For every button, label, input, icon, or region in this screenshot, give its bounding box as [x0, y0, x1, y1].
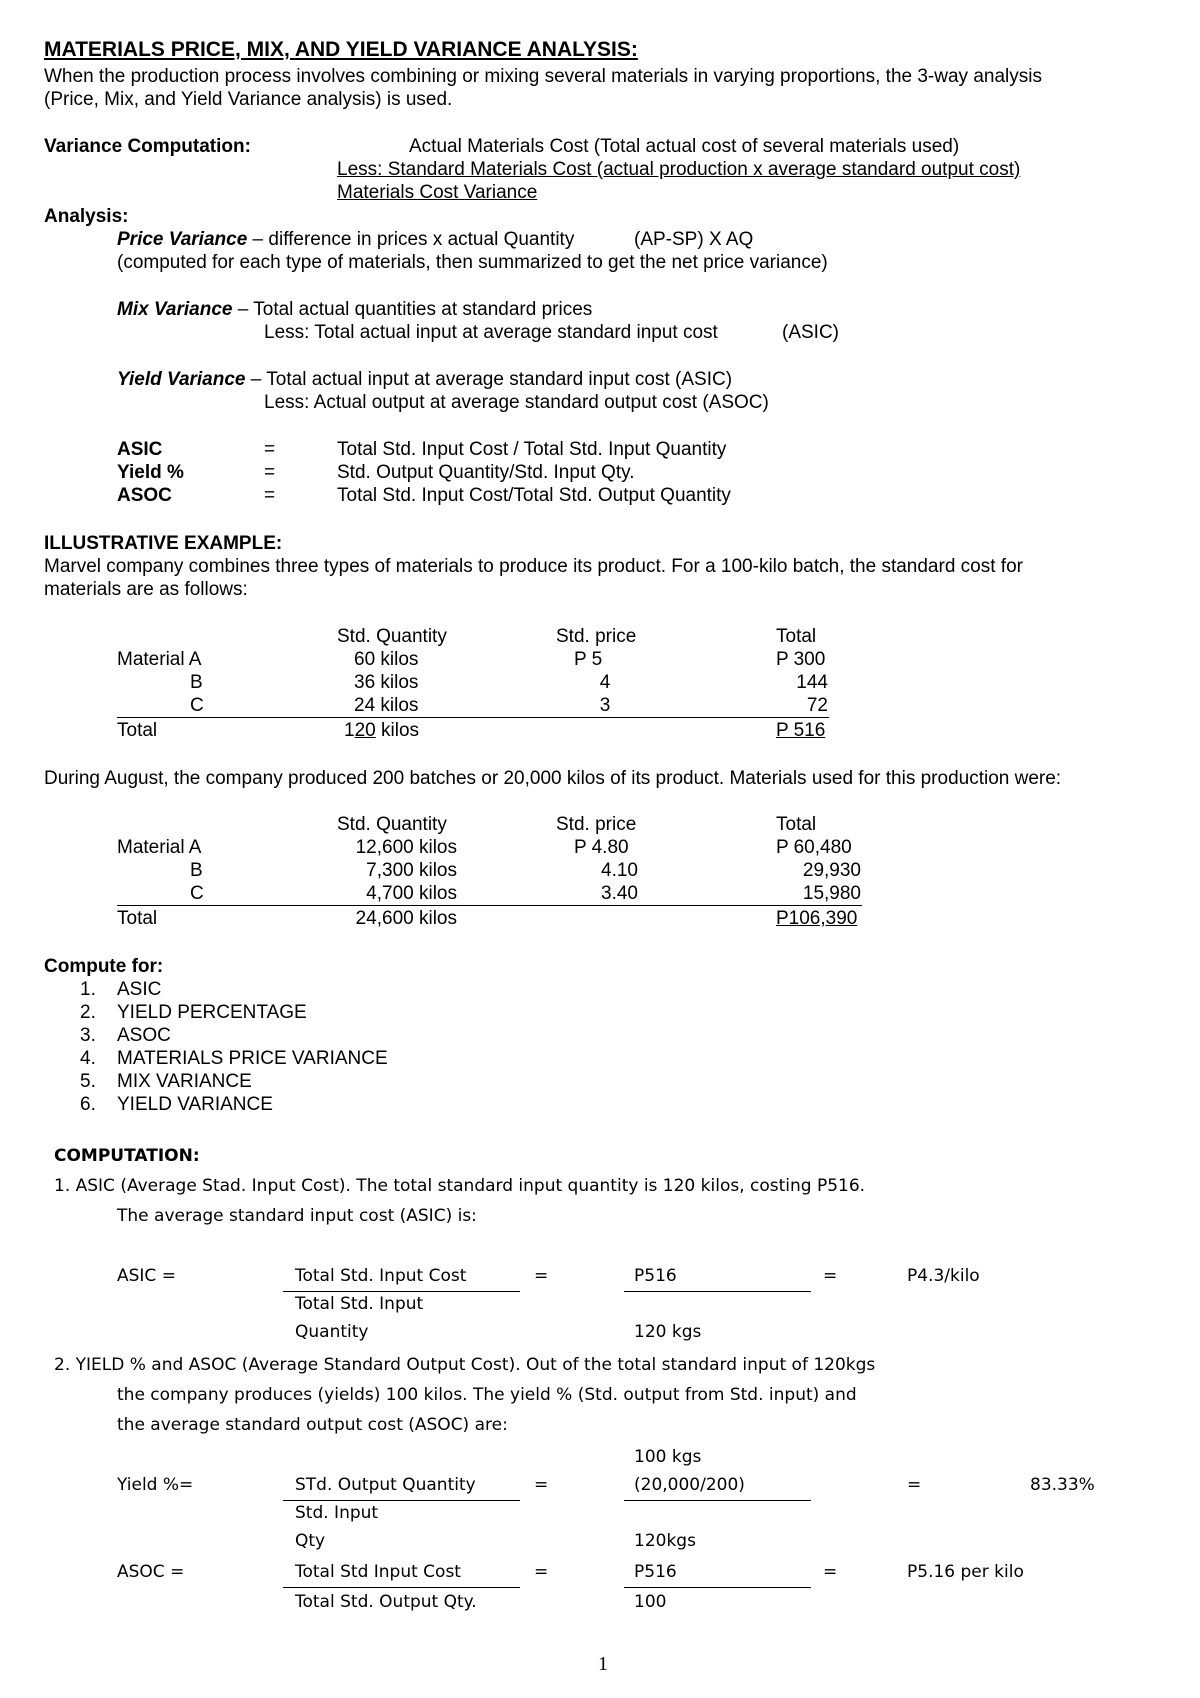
yield-variance-def: – Total actual input at average standard input cost (ASIC) — [245, 369, 733, 390]
asic-label: ASIC = — [117, 1266, 176, 1286]
table2-header-price: Std. price — [556, 814, 637, 835]
list-item-label: ASOC — [117, 1025, 171, 1046]
def-asoc-term: ASOC — [117, 485, 172, 506]
table2-total-value: P106,390 — [776, 908, 858, 929]
mix-variance-term: Mix Variance — [117, 299, 233, 320]
table1-row-total: P 300 — [776, 649, 826, 670]
table2-row-qty: 12,600 kilos — [355, 837, 457, 858]
asic-denominator-1: Total Std. Input — [295, 1294, 424, 1314]
table2-row-price: P 4.80 — [574, 837, 629, 858]
example-text-2: materials are as follows: — [44, 579, 248, 600]
august-text: During August, the company produced 200 batches or 20,000 kilos of its product. Materials used for this production were: — [44, 768, 1062, 789]
yield-value-denominator: 120kgs — [634, 1531, 696, 1551]
mix-variance-def: – Total actual quantities at standard prices — [232, 299, 593, 320]
computation-item2-sub2: the average standard output cost (ASOC) are: — [117, 1415, 508, 1435]
list-item-label: MATERIALS PRICE VARIANCE — [117, 1048, 388, 1069]
table2-row-total: P 60,480 — [776, 837, 852, 858]
def-asoc-eq: = — [264, 485, 276, 506]
asoc-value-numerator: P516 — [634, 1562, 677, 1582]
yield-variance-less: Less: Actual output at average standard output cost (ASOC) — [264, 392, 769, 413]
table1-total-label: Total — [117, 720, 158, 741]
def-yield-eq: = — [264, 462, 276, 483]
table1-row-price: P 5 — [574, 649, 603, 670]
def-asic-eq: = — [264, 439, 276, 460]
table1-row-price: 4 — [599, 672, 611, 693]
table1-row-total: 144 — [796, 672, 828, 693]
asoc-denominator: Total Std. Output Qty. — [295, 1592, 477, 1612]
asoc-label: ASOC = — [117, 1562, 185, 1582]
asic-value-bar — [624, 1291, 811, 1292]
asic-numerator: Total Std. Input Cost — [295, 1266, 467, 1286]
table1-row-label: C — [190, 695, 204, 716]
table1-total-rule — [117, 717, 829, 718]
table1-row-qty: 36 kilos — [354, 672, 419, 693]
price-variance-line — [117, 228, 574, 251]
def-yield-formula: Std. Output Quantity/Std. Input Qty. — [337, 462, 635, 483]
compute-for-heading: Compute for: — [44, 956, 164, 977]
list-item: 2. — [80, 1002, 96, 1023]
table1-total-qty-post: kilos — [375, 720, 420, 741]
asoc-equals: = — [534, 1562, 549, 1582]
def-yield-term: Yield % — [117, 462, 184, 483]
table2-row-price: 3.40 — [601, 883, 638, 904]
asic-equals-2: = — [823, 1266, 838, 1286]
yield-above: 100 kgs — [634, 1447, 702, 1467]
table1-total-value: P 516 — [776, 720, 826, 741]
def-asic-formula: Total Std. Input Cost / Total Std. Input Quantity — [337, 439, 727, 460]
computation-heading: COMPUTATION: — [54, 1146, 200, 1166]
price-variance-term: Price Variance — [117, 229, 248, 250]
yield-equals: = — [534, 1475, 549, 1495]
computation-item2-title: 2. YIELD % and ASOC (Average Standard Output Cost). Out of the total standard input of 120kgs — [54, 1355, 876, 1375]
asic-result: P4.3/kilo — [907, 1266, 980, 1286]
mix-variance-line — [117, 298, 592, 321]
page-title: MATERIALS PRICE, MIX, AND YIELD VARIANCE ANALYSIS: — [44, 38, 638, 61]
asoc-numerator: Total Std Input Cost — [295, 1562, 461, 1582]
table1-total-qty — [344, 719, 419, 742]
intro-line-2: (Price, Mix, and Yield Variance analysis) is used. — [44, 89, 453, 110]
table2-row-total: 29,930 — [802, 860, 861, 881]
variance-actual-cost: Actual Materials Cost (Total actual cost of several materials used) — [409, 136, 960, 157]
table2-row-total: 15,980 — [802, 883, 861, 904]
yield-denominator-1: Std. Input — [295, 1503, 379, 1523]
yield-numerator: STd. Output Quantity — [295, 1475, 476, 1495]
price-variance-note: (computed for each type of materials, then summarized to get the net price variance) — [117, 252, 828, 273]
asic-value-numerator: P516 — [634, 1266, 677, 1286]
computation-item1-sub: The average standard input cost (ASIC) is: — [117, 1206, 477, 1226]
yield-value-bar — [624, 1500, 811, 1501]
yield-variance-term: Yield Variance — [117, 369, 246, 390]
table2-row-label: C — [190, 883, 204, 904]
table1-row-qty: 60 kilos — [354, 649, 419, 670]
table1-row-label: B — [190, 672, 203, 693]
list-item: 3. — [80, 1025, 96, 1046]
yield-value-numerator: (20,000/200) — [634, 1475, 745, 1495]
table1-total-qty-pre: 1 — [344, 720, 355, 741]
list-item-label: YIELD VARIANCE — [117, 1094, 273, 1115]
def-asic-term: ASIC — [117, 439, 163, 460]
asic-denominator-2: Quantity — [295, 1322, 369, 1342]
list-item: 6. — [80, 1094, 96, 1115]
list-item-label: YIELD PERCENTAGE — [117, 1002, 307, 1023]
asoc-equals-2: = — [823, 1562, 838, 1582]
asic-equals: = — [534, 1266, 549, 1286]
table1-row-price: 3 — [599, 695, 611, 716]
mix-variance-abbr: (ASIC) — [782, 322, 839, 343]
table1-header-price: Std. price — [556, 626, 637, 647]
asoc-value-denominator: 100 — [634, 1592, 667, 1612]
table2-row-label: Material A — [117, 837, 202, 858]
asic-value-denominator: 120 kgs — [634, 1322, 702, 1342]
variance-materials-cost-variance: Materials Cost Variance — [337, 182, 538, 203]
example-text-1: Marvel company combines three types of materials to produce its product. For a 100-kilo batch, the standard cost for — [44, 556, 1023, 577]
table1-row-label: Material A — [117, 649, 202, 670]
table2-header-qty: Std. Quantity — [337, 814, 447, 835]
analysis-label: Analysis: — [44, 206, 129, 227]
variance-computation-label: Variance Computation: — [44, 136, 251, 157]
table1-header-qty: Std. Quantity — [337, 626, 447, 647]
yield-result: 83.33% — [1030, 1475, 1095, 1495]
mix-variance-less: Less: Total actual input at average standard input cost — [264, 322, 718, 343]
table1-row-qty: 24 kilos — [354, 695, 419, 716]
table2-row-qty: 4,700 kilos — [366, 883, 457, 904]
table1-header-total: Total — [776, 626, 817, 647]
table2-total-rule — [117, 905, 862, 906]
list-item: 5. — [80, 1071, 96, 1092]
example-heading: ILLUSTRATIVE EXAMPLE: — [44, 533, 283, 554]
list-item-label: MIX VARIANCE — [117, 1071, 252, 1092]
table2-total-qty: 24,600 kilos — [355, 908, 457, 929]
table2-total-label: Total — [117, 908, 158, 929]
table2-header-total: Total — [776, 814, 817, 835]
table1-total-qty-underlined: 20 — [354, 720, 376, 741]
list-item: 1. — [80, 979, 107, 1000]
list-item-label: ASIC — [117, 979, 162, 1000]
yield-label: Yield %= — [117, 1475, 194, 1495]
table2-row-qty: 7,300 kilos — [366, 860, 457, 881]
asoc-result: P5.16 per kilo — [907, 1562, 1024, 1582]
yield-variance-line — [117, 368, 732, 391]
table2-row-price: 4.10 — [601, 860, 638, 881]
table1-row-total: 72 — [806, 695, 828, 716]
intro-line-1: When the production process involves combining or mixing several materials in varying proportions, the 3-way analysis — [44, 66, 1042, 87]
page-number: 1 — [598, 1653, 608, 1675]
table2-row-label: B — [190, 860, 203, 881]
price-variance-def: – difference in prices x actual Quantity — [247, 229, 575, 250]
def-asoc-formula: Total Std. Input Cost/Total Std. Output Quantity — [337, 485, 731, 506]
list-item: 4. — [80, 1048, 96, 1069]
computation-item1-title: 1. ASIC (Average Stad. Input Cost). The total standard input quantity is 120 kilos, costing P516. — [54, 1176, 866, 1196]
computation-item2-sub1: the company produces (yields) 100 kilos. The yield % (Std. output from Std. input) and — [117, 1385, 857, 1405]
price-variance-formula: (AP-SP) X AQ — [634, 229, 754, 250]
variance-less-standard-cost: Less: Standard Materials Cost (actual production x average standard output cost) — [337, 159, 1021, 180]
yield-equals-2: = — [907, 1475, 922, 1495]
yield-denominator-2: Qty — [295, 1531, 326, 1551]
